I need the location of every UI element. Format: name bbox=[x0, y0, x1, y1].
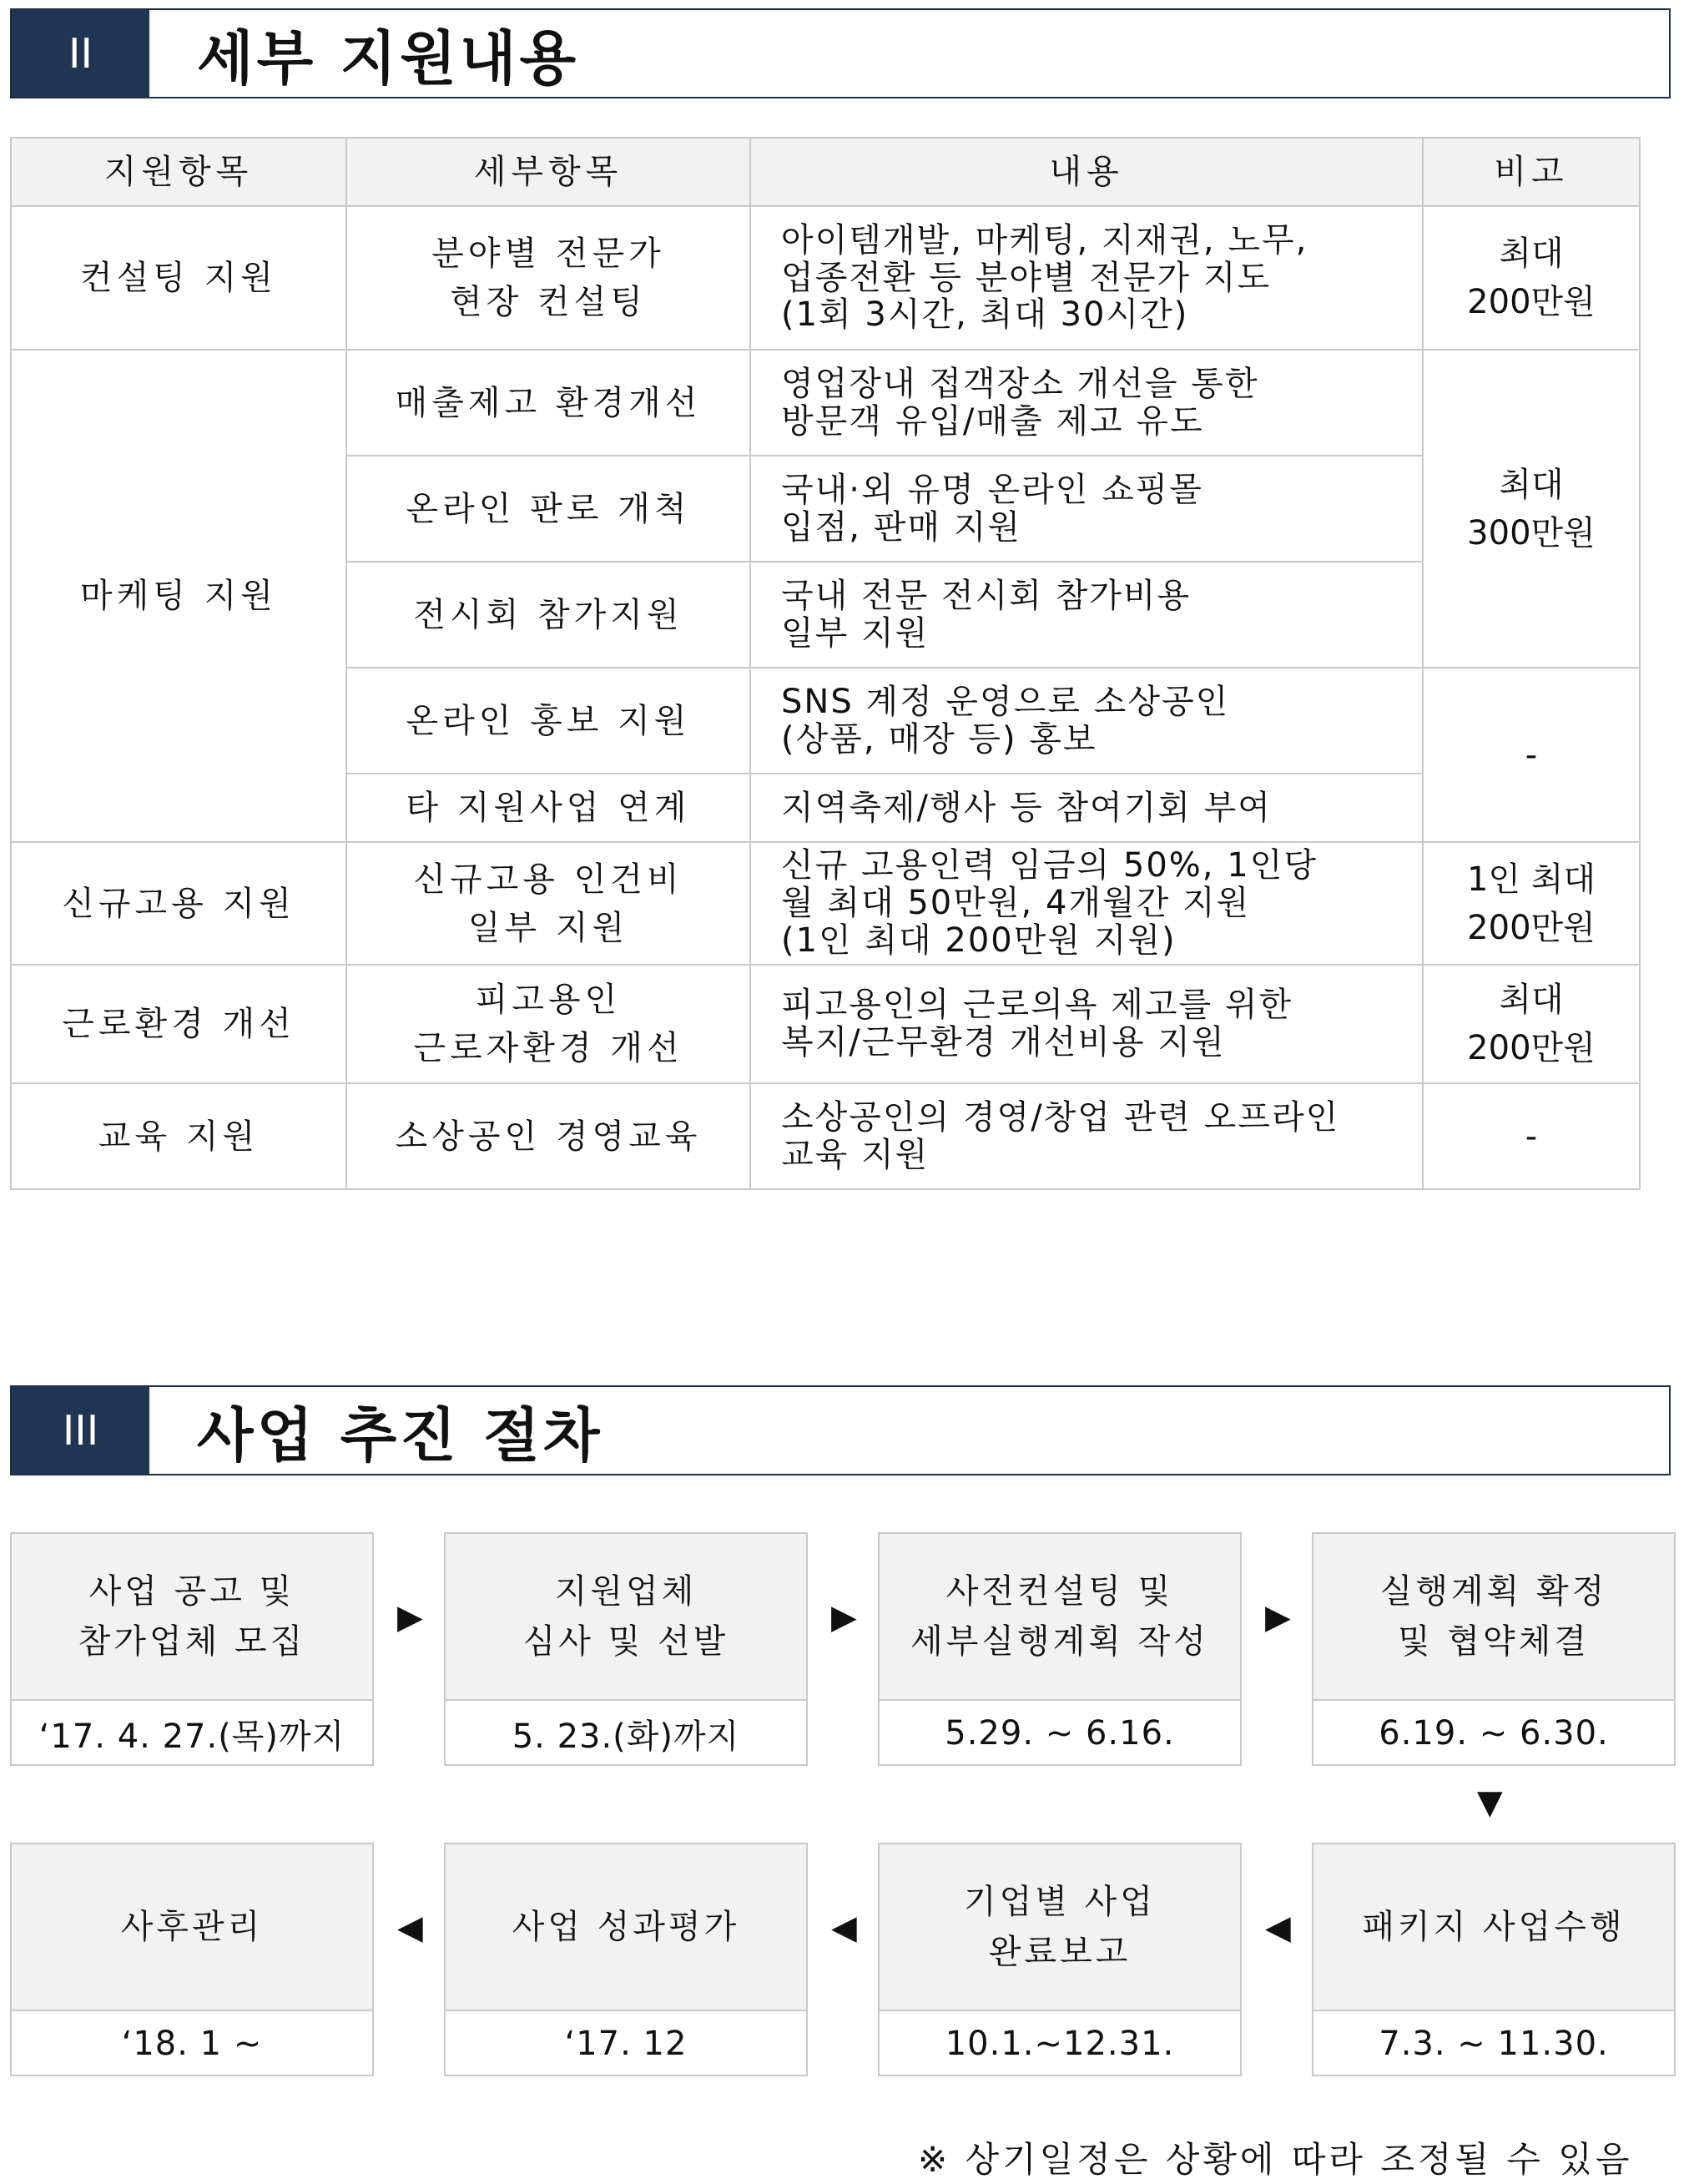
category-cell: 근로환경 개선 bbox=[11, 965, 346, 1083]
section-number: II bbox=[12, 10, 149, 97]
item-cell: 신규고용 인건비 일부 지원 bbox=[346, 842, 750, 965]
schedule-footnote: ※ 상기일정은 상황에 따라 조정될 수 있음 bbox=[918, 2139, 1633, 2180]
step-box-agreement bbox=[1312, 1532, 1676, 1766]
content-cell: 신규 고용인력 임금의 50%, 1인당 월 최대 50만원, 4개월간 지원 (1인 최대 200만원 지원) bbox=[750, 842, 1423, 965]
note-cell: 최대 300만원 bbox=[1423, 350, 1640, 668]
arrow-left-icon: ◀ bbox=[831, 1909, 857, 1947]
header-item: 세부항목 bbox=[346, 138, 750, 206]
content-cell: 피고용인의 근로의욕 제고를 위한 복지/근무환경 개선비용 지원 bbox=[750, 965, 1423, 1083]
table-row bbox=[11, 1083, 1640, 1189]
content-cell: 국내·외 유명 온라인 쇼핑몰 입점, 판매 지원 bbox=[750, 456, 1423, 562]
table-header-row bbox=[11, 138, 1640, 206]
step-date: 5.29. ~ 6.16. bbox=[945, 1714, 1175, 1753]
step-date: ‘17. 4. 27.(목)까지 bbox=[38, 1717, 345, 1756]
step-date: 10.1.~12.31. bbox=[945, 2025, 1175, 2063]
category-cell: 교육 지원 bbox=[11, 1083, 346, 1189]
table-row bbox=[11, 206, 1640, 350]
step-box-completion-report bbox=[878, 1843, 1242, 2076]
category-cell: 마케팅 지원 bbox=[11, 350, 346, 842]
item-cell: 타 지원사업 연계 bbox=[346, 774, 750, 842]
arrow-down-icon: ▼ bbox=[1477, 1783, 1503, 1822]
category-cell: 컨설팅 지원 bbox=[11, 206, 346, 350]
step-date: ‘18. 1 ~ bbox=[121, 2025, 263, 2063]
item-cell: 피고용인 근로자환경 개선 bbox=[346, 965, 750, 1083]
step-title: 사업 공고 및 참가업체 모집 bbox=[12, 1534, 372, 1701]
step-date: 7.3. ~ 11.30. bbox=[1379, 2025, 1609, 2063]
category-cell: 신규고용 지원 bbox=[11, 842, 346, 965]
note-cell: - bbox=[1423, 668, 1640, 842]
arrow-right-icon: ▶ bbox=[1265, 1598, 1291, 1637]
header-content: 내용 bbox=[750, 138, 1423, 206]
step-title: 기업별 사업 완료보고 bbox=[880, 1844, 1240, 2011]
content-cell: SNS 계정 운영으로 소상공인 (상품, 매장 등) 홍보 bbox=[750, 668, 1423, 774]
step-title: 실행계획 확정 및 협약체결 bbox=[1313, 1534, 1674, 1701]
step-title: 지원업체 심사 및 선발 bbox=[446, 1534, 806, 1701]
step-box-announcement bbox=[10, 1532, 374, 1766]
step-date: 5. 23.(화)까지 bbox=[512, 1717, 740, 1756]
section-number: III bbox=[12, 1387, 149, 1474]
header-category: 지원항목 bbox=[11, 138, 346, 206]
section-title: 사업 추진 절차 bbox=[197, 1400, 603, 1470]
content-cell: 지역축제/행사 등 참여기회 부여 bbox=[750, 774, 1423, 842]
step-title: 사업 성과평가 bbox=[446, 1844, 806, 2011]
arrow-left-icon: ◀ bbox=[1265, 1909, 1291, 1947]
step-date: ‘17. 12 bbox=[564, 2025, 688, 2063]
step-date: 6.19. ~ 6.30. bbox=[1379, 1714, 1609, 1753]
table-row bbox=[11, 965, 1640, 1083]
table-row bbox=[11, 350, 1640, 456]
arrow-right-icon: ▶ bbox=[831, 1598, 857, 1637]
item-cell: 온라인 홍보 지원 bbox=[346, 668, 750, 774]
step-box-selection bbox=[444, 1532, 808, 1766]
item-cell: 전시회 참가지원 bbox=[346, 562, 750, 668]
step-box-follow-up bbox=[10, 1843, 374, 2076]
section-header-procedure bbox=[10, 1385, 1671, 1475]
table-row bbox=[11, 842, 1640, 965]
item-cell: 소상공인 경영교육 bbox=[346, 1083, 750, 1189]
support-table bbox=[10, 137, 1641, 1190]
content-cell: 국내 전문 전시회 참가비용 일부 지원 bbox=[750, 562, 1423, 668]
section-title: 세부 지원내용 bbox=[197, 23, 580, 93]
note-cell: 최대 200만원 bbox=[1423, 965, 1640, 1083]
step-box-execution bbox=[1312, 1843, 1676, 2076]
content-cell: 영업장내 접객장소 개선을 통한 방문객 유입/매출 제고 유도 bbox=[750, 350, 1423, 456]
arrow-right-icon: ▶ bbox=[397, 1598, 423, 1637]
step-box-consulting bbox=[878, 1532, 1242, 1766]
header-note: 비고 bbox=[1423, 138, 1640, 206]
step-title: 사후관리 bbox=[12, 1844, 372, 2011]
item-cell: 분야별 전문가 현장 컨설팅 bbox=[346, 206, 750, 350]
step-title: 패키지 사업수행 bbox=[1313, 1844, 1674, 2011]
content-cell: 아이템개발, 마케팅, 지재권, 노무, 업종전환 등 분야별 전문가 지도 (1회 3시간, 최대 30시간) bbox=[750, 206, 1423, 350]
arrow-left-icon: ◀ bbox=[397, 1909, 423, 1947]
item-cell: 온라인 판로 개척 bbox=[346, 456, 750, 562]
step-box-evaluation bbox=[444, 1843, 808, 2076]
content-cell: 소상공인의 경영/창업 관련 오프라인 교육 지원 bbox=[750, 1083, 1423, 1189]
step-title: 사전컨설팅 및 세부실행계획 작성 bbox=[880, 1534, 1240, 1701]
note-cell: 최대 200만원 bbox=[1423, 206, 1640, 350]
item-cell: 매출제고 환경개선 bbox=[346, 350, 750, 456]
section-header-details bbox=[10, 8, 1671, 98]
note-cell: - bbox=[1423, 1083, 1640, 1189]
note-cell: 1인 최대 200만원 bbox=[1423, 842, 1640, 965]
